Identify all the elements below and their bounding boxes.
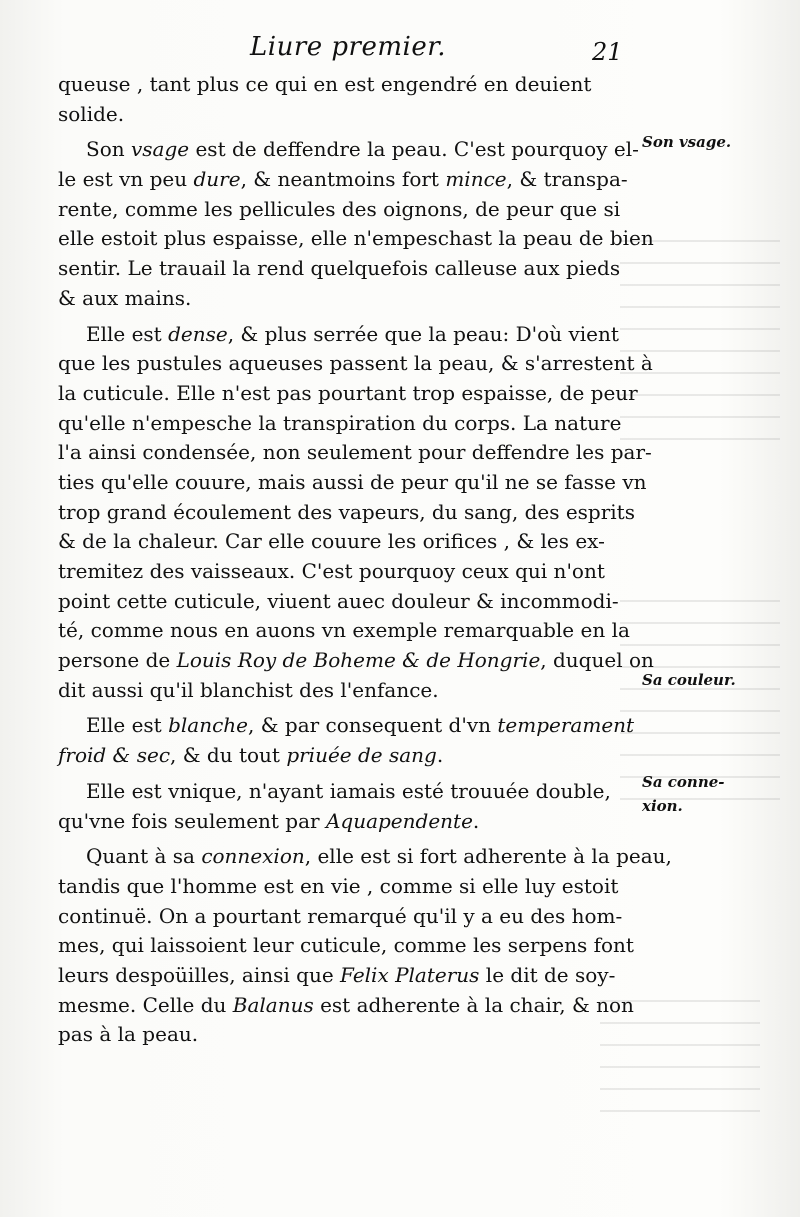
text-line [58, 616, 638, 646]
margin-note-usage: Son vsage. [642, 133, 732, 151]
text-line [58, 1020, 638, 1050]
text-line [58, 135, 638, 165]
text-line [58, 349, 653, 379]
bleed-through [620, 240, 780, 440]
text-run: l'a ainsi condensée, non seulement pour deffendre les par- [58, 440, 652, 465]
italic-phrase: dense [168, 321, 228, 346]
text-line [58, 777, 638, 807]
text-line [58, 284, 638, 314]
text-run: qu'elle n'empesche la transpiration du corps. La nature [58, 410, 622, 435]
text-line [58, 527, 638, 557]
text-run: est de deffendre la peau. C'est pourquoy el- [189, 137, 639, 162]
text-run: & de la chaleur. Car elle couure les orifices , & les ex- [58, 529, 605, 554]
text-run: . [436, 743, 444, 768]
italic-phrase: Aquapendente [325, 808, 473, 833]
text-line [58, 409, 638, 439]
text-line [58, 961, 638, 991]
text-run: Quant à sa [86, 844, 202, 869]
text-run: . [472, 808, 480, 833]
italic-phrase: connexion [201, 844, 305, 869]
text-run: , & neantmoins fort [240, 167, 446, 192]
text-run: que les pustules aqueuses passent la peau, & s'arrestent à [58, 351, 653, 376]
text-line [58, 165, 638, 195]
text-run: qu'vne fois seulement par [58, 808, 326, 833]
text-run: mes, qui laissoient leur cuticule, comme les serpens font [58, 933, 634, 958]
text-run: , & transpa- [506, 167, 628, 192]
text-run: , & par consequent d'vn [248, 713, 498, 738]
margin-note-connexion: Sa conne- [642, 773, 725, 791]
margin-note-color: Sa couleur. [642, 671, 736, 689]
text-line [58, 931, 638, 961]
text-run: , duquel on [540, 648, 654, 673]
text-run: la cuticule. Elle n'est pas pourtant trop espaisse, de peur [58, 380, 638, 405]
text-line [58, 195, 638, 225]
text-line [58, 676, 638, 706]
text-line [58, 100, 638, 130]
text-run: continuë. On a pourtant remarqué qu'il y a eu des hom- [58, 903, 623, 928]
italic-phrase: vsage [130, 137, 190, 162]
text-line [58, 468, 647, 498]
margin-note-connexion-cont: xion. [642, 797, 683, 815]
text-line [58, 224, 654, 254]
text-run: solide. [58, 101, 125, 126]
text-line [58, 872, 638, 902]
text-run: le est vn peu [58, 167, 194, 192]
text-line [58, 741, 638, 771]
text-line [58, 70, 638, 100]
text-run: tremitez des vaisseaux. C'est pourquoy ceux qui n'ont [58, 559, 605, 583]
text-run: elle estoit plus espaisse, elle n'empeschast la peau de bien [58, 226, 654, 251]
page-number: 21 [592, 38, 623, 66]
italic-phrase: Balanus [232, 992, 314, 1017]
text-line [58, 498, 638, 528]
italic-phrase: blanche [168, 713, 249, 738]
text-run: pas à la peau. [58, 1022, 199, 1047]
text-run: point cette cuticule, viuent auec douleur & incommodi- [58, 588, 619, 613]
text-run: est adherente à la chair, & non [313, 992, 634, 1017]
text-run: Elle est [86, 713, 169, 738]
text-run: , elle est si fort adherente à la peau, [304, 844, 672, 869]
text-run: ties qu'elle couure, mais aussi de peur qu'il ne se fasse vn [58, 469, 647, 494]
body-text [58, 70, 672, 1050]
italic-phrase: Louis Roy de Boheme & de Hongrie [176, 648, 541, 673]
text-run: queuse , tant plus ce qui en est engendré en deuient [58, 72, 592, 96]
text-line [58, 438, 652, 468]
italic-phrase: temperament [497, 713, 635, 738]
italic-phrase: Felix Platerus [340, 962, 480, 987]
text-run: sentir. Le trauail la rend quelquefois calleuse aux pieds [58, 256, 621, 281]
text-run: dit aussi qu'il blanchist des l'enfance. [58, 677, 439, 702]
text-line [58, 254, 638, 284]
text-run: tandis que l'homme est en vie , comme si elle luy estoit [58, 873, 619, 898]
text-line [58, 991, 638, 1021]
text-run: leurs despoüilles, ainsi que [58, 962, 341, 987]
text-run: trop grand écoulement des vapeurs, du sang, des esprits [58, 499, 635, 524]
text-run: persone de [58, 648, 177, 673]
text-run: le dit de soy- [479, 962, 616, 987]
text-line [58, 711, 638, 741]
text-line [58, 587, 638, 617]
text-run: , & du tout [170, 743, 287, 768]
text-line [58, 379, 638, 409]
text-run: Elle est [86, 321, 169, 346]
text-line [58, 807, 638, 837]
italic-phrase: dure [193, 167, 241, 192]
text-line [58, 646, 654, 676]
text-line [58, 320, 638, 350]
text-run: , & plus serrée que la peau: D'où vient [227, 321, 619, 346]
text-run: mesme. Celle du [58, 992, 233, 1017]
italic-phrase: mince [445, 167, 507, 192]
italic-phrase: froid & sec [58, 743, 171, 768]
italic-phrase: priuée de sang [286, 743, 437, 768]
text-line [58, 902, 638, 932]
text-run: rente, comme les pellicules des oignons, de peur que si [58, 196, 621, 221]
text-run: & aux mains. [58, 285, 192, 310]
text-run: Son [86, 137, 131, 162]
text-run: Elle est vnique, n'ayant iamais esté trouuée double, [86, 778, 611, 803]
text-line [58, 557, 638, 587]
text-run: té, comme nous en auons vn exemple remarquable en la [58, 618, 630, 643]
text-line [58, 842, 672, 872]
running-title: Liure premier. [250, 32, 447, 62]
